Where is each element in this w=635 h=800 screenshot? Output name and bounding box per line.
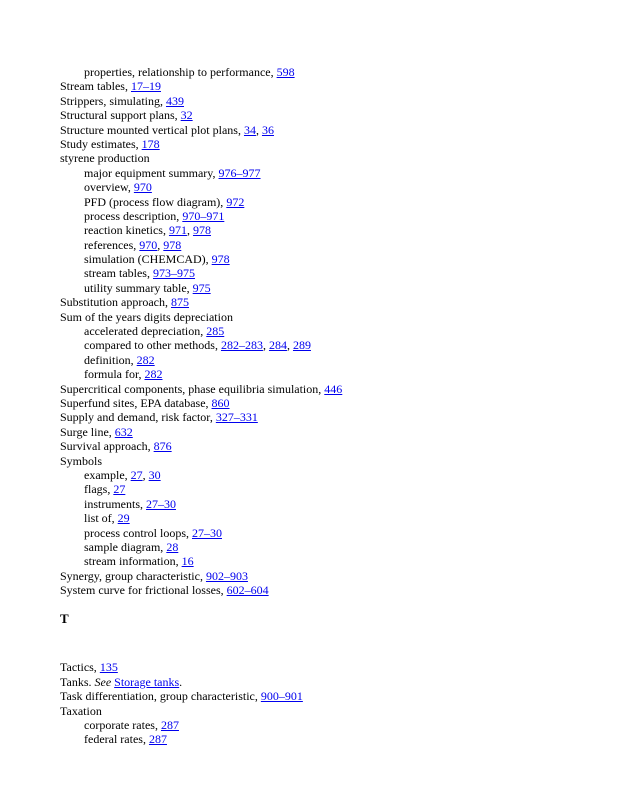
entry-text: Symbols <box>60 453 103 468</box>
page-reference-link[interactable]: 36 <box>261 122 274 137</box>
entry-text: instruments, <box>84 496 146 511</box>
index-subentry <box>60 526 620 540</box>
page-reference-link[interactable]: 327–331 <box>215 410 258 425</box>
entry-text: System curve for frictional losses, <box>60 583 227 598</box>
index-subentry <box>60 367 620 381</box>
page-reference-link[interactable]: 900–901 <box>260 689 303 704</box>
entry-text: accelerated depreciation, <box>84 324 207 339</box>
page-reference-link[interactable]: Storage tanks <box>114 674 180 689</box>
index-subentry <box>60 732 620 746</box>
page-reference-link[interactable]: 287 <box>160 718 179 733</box>
index-entry <box>60 569 620 583</box>
entry-text: Superfund sites, EPA database, <box>60 395 212 410</box>
index-subentry <box>60 718 620 732</box>
entry-text: example, <box>84 467 131 482</box>
page-reference-link[interactable]: 28 <box>166 539 179 554</box>
page-reference-link[interactable]: 978 <box>192 223 211 238</box>
entry-text: Sum of the years digits depreciation <box>60 309 233 324</box>
entry-text: . <box>179 674 183 689</box>
entry-text: stream information, <box>84 554 182 569</box>
index-subentry <box>60 338 620 352</box>
page-reference-link[interactable]: 598 <box>276 65 295 79</box>
entry-text: styrene production <box>60 151 150 166</box>
entry-text: flags, <box>84 482 114 497</box>
page-reference-link[interactable]: 30 <box>148 467 161 482</box>
index-subentry <box>60 180 620 194</box>
entry-text: Tactics, <box>60 660 100 675</box>
index-entry <box>60 310 620 324</box>
page-reference-link[interactable]: 978 <box>211 252 230 267</box>
entry-text: Study estimates, <box>60 136 142 151</box>
entry-text: Structure mounted vertical plot plans, <box>60 122 244 137</box>
entry-text: PFD (process flow diagram), <box>84 194 227 209</box>
index-subentry <box>60 497 620 511</box>
page-reference-link[interactable]: 32 <box>180 108 193 123</box>
page-reference-link[interactable]: 27 <box>113 482 126 497</box>
page-reference-link[interactable]: 970 <box>133 180 152 195</box>
entry-text: , <box>157 237 164 252</box>
entry-text: Taxation <box>60 703 102 718</box>
index-entry <box>60 382 620 396</box>
page-reference-link[interactable]: 16 <box>181 554 194 569</box>
entry-text: reaction kinetics, <box>84 223 169 238</box>
page-reference-link[interactable]: 975 <box>192 280 211 295</box>
entry-text: Synergy, group characteristic, <box>60 568 206 583</box>
page-reference-link[interactable]: 973–975 <box>152 266 195 281</box>
index-entry <box>60 675 620 689</box>
page-reference-link[interactable]: 632 <box>114 424 133 439</box>
page-reference-link[interactable]: 876 <box>153 439 172 454</box>
index-entry <box>60 137 620 151</box>
entry-text: formula for, <box>84 367 145 382</box>
index-subentry <box>60 353 620 367</box>
entry-text: simulation (CHEMCAD), <box>84 252 212 267</box>
index-subentry <box>60 482 620 496</box>
page-reference-link[interactable]: 972 <box>226 194 245 209</box>
entry-text: Survival approach, <box>60 439 154 454</box>
index-subentry <box>60 266 620 280</box>
page-reference-link[interactable]: 446 <box>324 381 343 396</box>
entry-text: Task differentiation, group characteristic, <box>60 689 261 704</box>
entry-text: process description, <box>84 208 183 223</box>
entry-text: sample diagram, <box>84 539 167 554</box>
entry-text: properties, relationship to performance, <box>84 65 277 79</box>
entry-text: , <box>186 223 193 238</box>
section-letter-heading: T <box>60 611 69 627</box>
index-subentry <box>60 223 620 237</box>
entry-text: , <box>255 122 262 137</box>
entry-text: definition, <box>84 352 137 367</box>
entry-text: Supercritical components, phase equilibria simulation, <box>60 381 325 396</box>
page-reference-link[interactable]: 282 <box>136 352 155 367</box>
entry-text: Supply and demand, risk factor, <box>60 410 216 425</box>
page-reference-link[interactable]: 17–19 <box>130 79 161 94</box>
index-entry <box>60 425 620 439</box>
page-reference-link[interactable]: 135 <box>99 660 118 675</box>
index-subentry <box>60 511 620 525</box>
index-subentry <box>60 166 620 180</box>
index-subentry <box>60 554 620 568</box>
entry-text: corporate rates, <box>84 718 161 733</box>
entry-text: , <box>262 338 269 353</box>
entry-text: Structural support plans, <box>60 108 181 123</box>
entry-text: federal rates, <box>84 732 149 747</box>
index-subentry <box>60 324 620 338</box>
entry-text: Tanks. <box>60 674 95 689</box>
page-reference-link[interactable]: 289 <box>292 338 311 353</box>
page-reference-link[interactable]: 27–30 <box>191 525 222 540</box>
index-subentry <box>60 238 620 252</box>
page-reference-link[interactable]: 971 <box>168 223 187 238</box>
page-reference-link[interactable]: 34 <box>243 122 256 137</box>
entry-text: , <box>286 338 293 353</box>
entry-text: compared to other methods, <box>84 338 221 353</box>
index-subentry <box>60 252 620 266</box>
page-reference-link[interactable]: 284 <box>268 338 287 353</box>
page-reference-link[interactable]: 875 <box>171 295 189 310</box>
entry-text: Strippers, simulating, <box>60 93 166 108</box>
page-reference-link[interactable]: 970–971 <box>182 208 225 223</box>
index-subentry <box>60 65 620 79</box>
index-entry <box>60 660 620 674</box>
page-reference-link[interactable]: 287 <box>148 732 167 747</box>
page-reference-link[interactable]: 439 <box>166 93 184 108</box>
index-entry <box>60 123 620 137</box>
page-reference-link[interactable]: 285 <box>206 324 225 339</box>
index-entry <box>60 295 620 309</box>
index-subentry <box>60 281 620 295</box>
index-entry <box>60 151 620 165</box>
index-entry <box>60 410 620 424</box>
page-reference-link[interactable]: 976–977 <box>218 165 261 180</box>
index-entry <box>60 454 620 468</box>
index-entry <box>60 439 620 453</box>
index-entry <box>60 704 620 718</box>
index-subentry <box>60 209 620 223</box>
entry-text: overview, <box>84 180 134 195</box>
index-entry <box>60 94 620 108</box>
entry-text: Substitution approach, <box>60 295 171 310</box>
index-page <box>60 65 620 747</box>
entry-text: , <box>142 467 149 482</box>
page-reference-link[interactable]: 978 <box>163 237 182 252</box>
entry-text: list of, <box>84 511 118 526</box>
page-reference-link[interactable]: 282 <box>144 367 163 382</box>
page-reference-link[interactable]: 29 <box>117 511 130 526</box>
entry-text: major equipment summary, <box>84 165 219 180</box>
entry-text: process control loops, <box>84 525 192 540</box>
page-reference-link[interactable]: 860 <box>211 395 230 410</box>
index-entry <box>60 396 620 410</box>
page-reference-link[interactable]: 27–30 <box>146 496 176 511</box>
page-reference-link[interactable]: 602–604 <box>226 583 269 598</box>
page-reference-link[interactable]: 27 <box>130 467 143 482</box>
entry-text: stream tables, <box>84 266 153 281</box>
index-subentry <box>60 195 620 209</box>
entry-text: utility summary table, <box>84 280 193 295</box>
page-reference-link[interactable]: 282–283 <box>220 338 263 353</box>
index-subentry <box>60 468 620 482</box>
entry-text: Surge line, <box>60 424 115 439</box>
index-entry <box>60 79 620 93</box>
entry-text: references, <box>84 237 140 252</box>
page-reference-link[interactable]: 178 <box>141 136 160 151</box>
see-reference-label: See <box>94 674 112 689</box>
index-entry <box>60 689 620 703</box>
page-reference-link[interactable]: 970 <box>139 237 158 252</box>
index-entry <box>60 583 620 597</box>
index-subentry <box>60 540 620 554</box>
index-entry <box>60 108 620 122</box>
page-reference-link[interactable]: 902–903 <box>205 568 248 583</box>
entry-text: Stream tables, <box>60 79 131 94</box>
